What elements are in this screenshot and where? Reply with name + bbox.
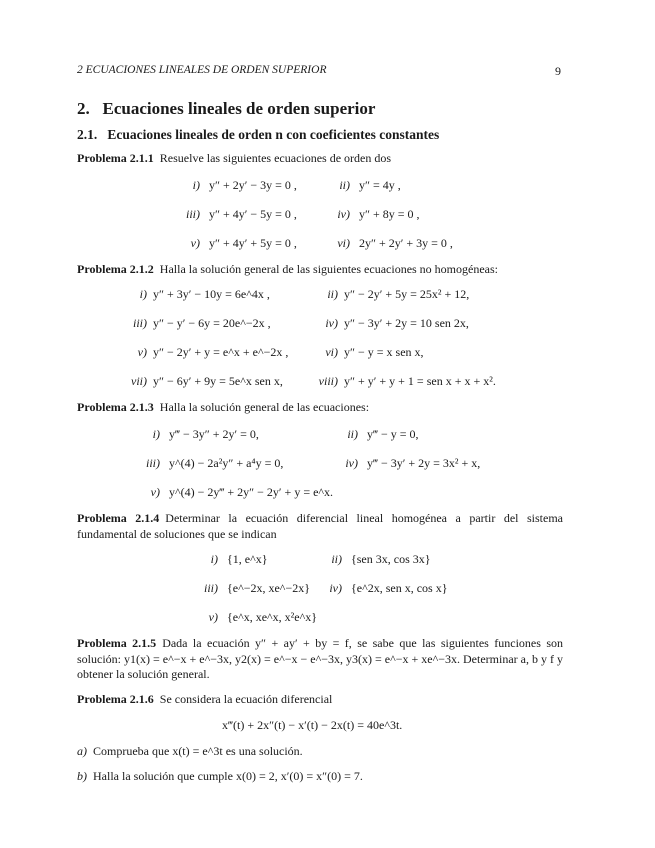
problem-part-a: a) Comprueba que x(t) = e^3t es una solución.: [77, 744, 303, 758]
section-title: Ecuaciones lineales de orden superior: [102, 99, 376, 118]
problem-label: Problema 2.1.2: [77, 262, 154, 276]
equation-item: iv) {e^2x, sen x, cos x}: [329, 581, 448, 595]
equation-item: v) y″ + 4y′ + 5y = 0 ,: [190, 236, 297, 250]
problem-text: Halla la solución general de las siguientes ecuaciones no homogéneas:: [159, 262, 499, 276]
equation-item: viii) y″ + y′ + y + 1 = sen x + x + x².: [318, 374, 496, 388]
section-heading: [77, 99, 375, 119]
equation-item: ii) y″ − 2y′ + 5y = 25x² + 12,: [327, 287, 470, 301]
problem-text: Halla la solución general de las ecuaciones:: [159, 400, 370, 414]
equation-item: iv) y‴ − 3y′ + 2y = 3x² + x,: [345, 456, 481, 470]
equation-item: v) {e^x, xe^x, x²e^x}: [208, 610, 317, 624]
equation-item: iii) {e^−2x, xe^−2x}: [204, 581, 310, 595]
equation-item: vii) y″ − 6y′ + 9y = 5e^x sen x,: [131, 374, 283, 388]
problem-label: Problema 2.1.4: [77, 511, 160, 525]
problem-text: Dada la ecuación y″ + ay′ + by = f, se sabe que las siguientes funciones son solución: y1(x) = e^−x + e^−3x, y2(x) = e^−x − e^−3x, y3(x) = e^−x + xe^−3x. Determinar a, b y f y obtener la solución general.: [77, 636, 563, 681]
problem-label: Problema 2.1.5: [77, 636, 157, 650]
problem-2-1-6-statement: [77, 692, 332, 707]
problem-part-b: b) Halla la solución que cumple x(0) = 2, x′(0) = x″(0) = 7.: [77, 769, 363, 783]
problem-text: Determinar la ecuación diferencial lineal homogénea a partir del sistema fundamental de soluciones que se indican: [77, 511, 563, 541]
problem-2-1-1-statement: [77, 151, 391, 166]
running-header: 2 ECUACIONES LINEALES DE ORDEN SUPERIOR: [77, 64, 327, 76]
page-number: 9: [555, 64, 561, 78]
equation-item: i) {1, e^x}: [210, 552, 268, 566]
problem-label: Problema 2.1.3: [77, 400, 154, 414]
problem-2-1-2-statement: [77, 262, 498, 277]
subsection-number: 2.1.: [77, 127, 98, 142]
equation-item: ii) y‴ − y = 0,: [347, 427, 419, 441]
equation-item: ii) y″ = 4y ,: [339, 178, 401, 192]
section-number: 2.: [77, 99, 90, 118]
equation-item: i) y″ + 2y′ − 3y = 0 ,: [192, 178, 297, 192]
subsection-title: Ecuaciones lineales de orden n con coeficientes constantes: [107, 127, 440, 142]
equation-item: iv) y″ + 8y = 0 ,: [337, 207, 420, 221]
problem-label: Problema 2.1.1: [77, 151, 154, 165]
display-equation: x‴(t) + 2x″(t) − x′(t) − 2x(t) = 40e^3t.: [222, 718, 403, 732]
problem-2-1-3-statement: [77, 400, 369, 415]
equation-item: iii) y″ + 4y′ − 5y = 0 ,: [186, 207, 297, 221]
equation-item: iii) y^(4) − 2a²y″ + a⁴y = 0,: [146, 456, 284, 470]
problem-2-1-4-statement: [77, 511, 563, 542]
problem-2-1-5-statement: [77, 636, 563, 683]
problem-text: Se considera la ecuación diferencial: [159, 692, 333, 706]
equation-item: v) y^(4) − 2y‴ + 2y″ − 2y′ + y = e^x.: [150, 485, 334, 499]
equation-item: vi) y″ − y = x sen x,: [325, 345, 424, 359]
problem-text: Resuelve las siguientes ecuaciones de orden dos: [159, 151, 392, 165]
equation-item: iii) y″ − y′ − 6y = 20e^−2x ,: [133, 316, 271, 330]
equation-item: i) y″ + 3y′ − 10y = 6e^4x ,: [139, 287, 270, 301]
equation-item: v) y″ − 2y′ + y = e^x + e^−2x ,: [137, 345, 289, 359]
equation-item: vi) 2y″ + 2y′ + 3y = 0 ,: [337, 236, 453, 250]
problem-label: Problema 2.1.6: [77, 692, 154, 706]
equation-item: iv) y″ − 3y′ + 2y = 10 sen 2x,: [325, 316, 469, 330]
equation-item: ii) {sen 3x, cos 3x}: [331, 552, 431, 566]
equation-item: i) y‴ − 3y″ + 2y′ = 0,: [152, 427, 259, 441]
subsection-heading: [77, 127, 439, 143]
